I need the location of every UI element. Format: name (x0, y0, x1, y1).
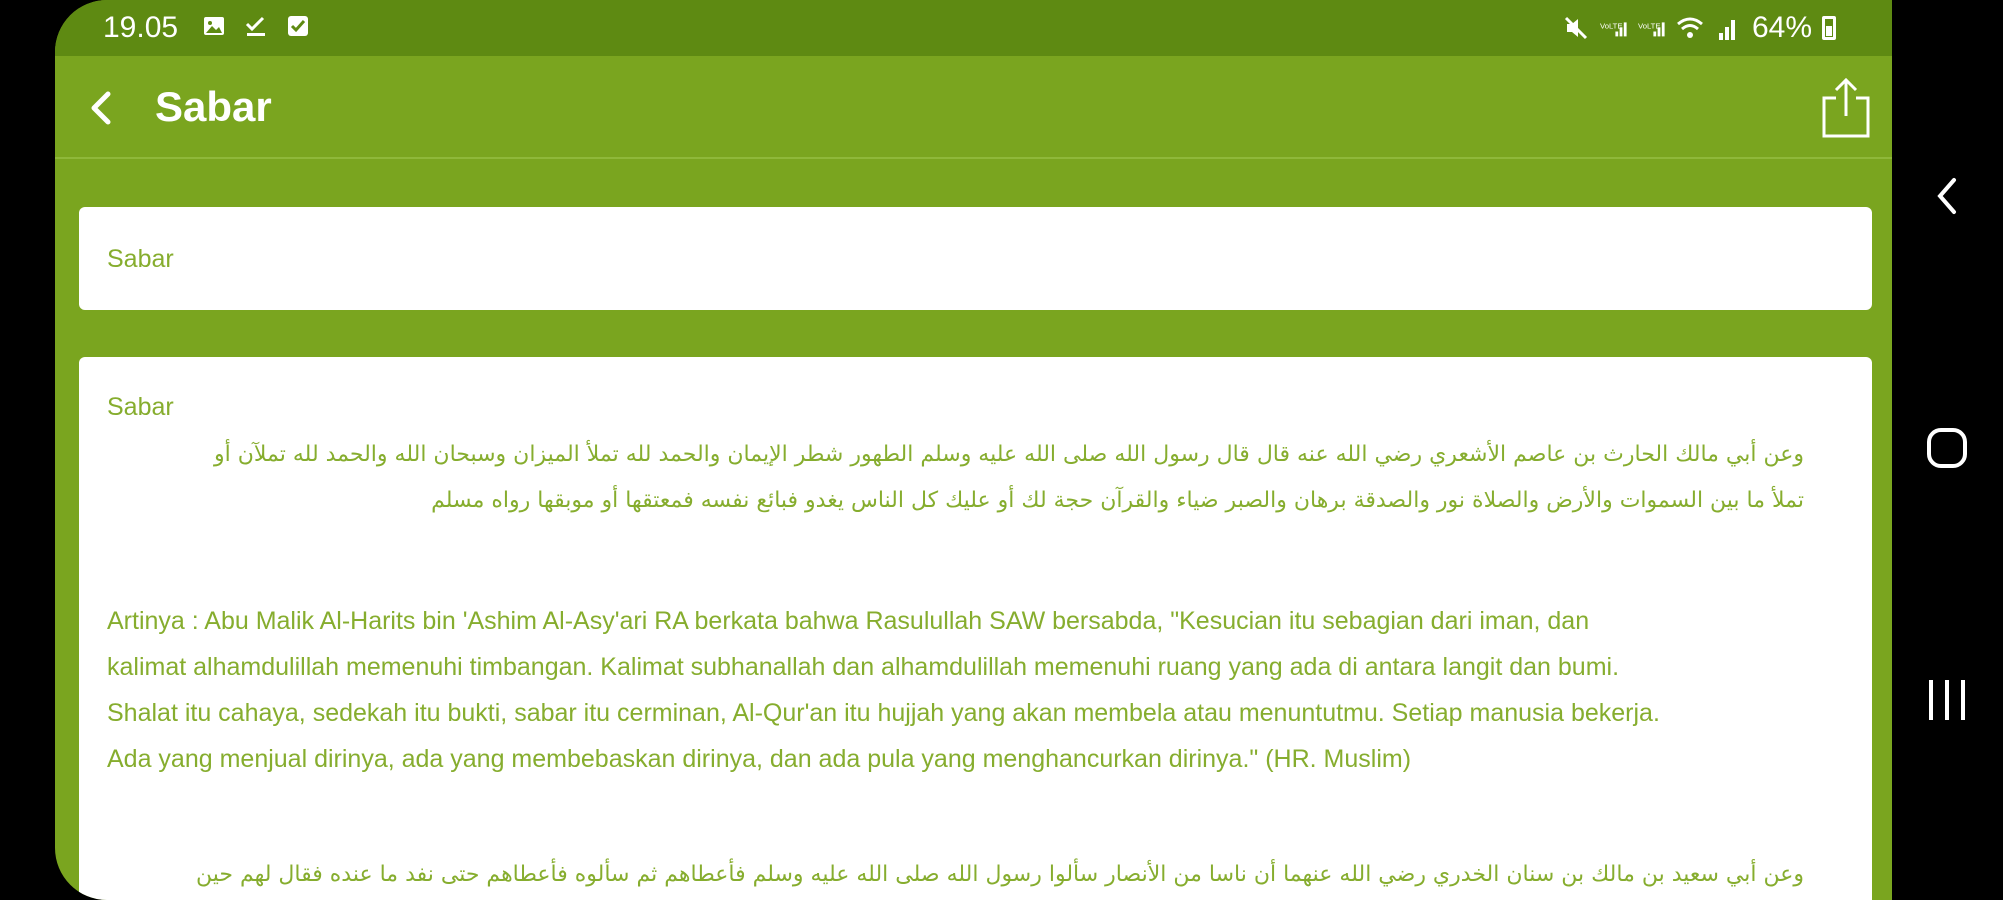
back-arrow-icon (86, 88, 116, 128)
battery-percent: 64% (1751, 11, 1812, 44)
status-time: 19.05 (103, 11, 179, 44)
translation-line: Artinya : Abu Malik Al-Harits bin 'Ashim Al-Asy'ari RA berkata bahwa Rasulullah SAW bersabda, "Kesucian itu sebagian dari iman, dan (107, 607, 1590, 635)
app-bar (55, 56, 1892, 159)
mute-icon (1562, 14, 1590, 42)
status-bar (55, 0, 1892, 56)
nav-home-icon (1925, 426, 1969, 470)
phone-screen (55, 0, 1892, 900)
svg-text:VoLTE: VoLTE (1637, 21, 1661, 31)
arabic-text-line: تملأ ما بين السموات والأرض والصلاة نور والصدقة برهان والصبر ضياء والقرآن حجة لك أو عليك كل الناس يغدو فبائع نفسه فمعتقها أو موبقها رواه مسلم (431, 488, 1804, 513)
wifi-icon (1676, 14, 1704, 42)
share-icon (1820, 76, 1872, 140)
nav-back-icon (1932, 174, 1962, 218)
arabic-text-line: وعن أبي سعيد بن مالك بن سنان الخدري رضي الله عنهما أن ناسا من الأنصار سألوا رسول الله صلى الله عليه وسلم فأعطاهم ثم سألوه فأعطاهم حتى نفد ما عنده فقال لهم حين (195, 862, 1804, 887)
title-card (79, 207, 1872, 310)
svg-text:VoLTE: VoLTE (1599, 21, 1623, 31)
nav-back-button[interactable] (1917, 166, 1977, 226)
signal-icon (1638, 14, 1666, 42)
translation-line: kalimat alhamdulillah memenuhi timbangan. Kalimat subhanallah dan alhamdulillah memenuhi ruang yang ada di antara langit dan bumi. (107, 653, 1620, 681)
battery-icon (1822, 16, 1836, 40)
arabic-text-line: وعن أبي مالك الحارث بن عاصم الأشعري رضي الله عنه قال قال رسول الله صلى الله عليه وسلم الطهور شطر الإيمان والحمد لله تملأ الميزان وسبحان الله والحمد لله تملآن أو (214, 442, 1804, 467)
checkbox-icon (284, 12, 312, 40)
title-card-text: Sabar (107, 245, 174, 273)
status-right-icons (1562, 11, 1836, 45)
signal-icon (1714, 14, 1742, 42)
nav-recents-icon (1925, 678, 1969, 722)
translation-line: Shalat itu cahaya, sedekah itu bukti, sabar itu cerminan, Al-Qur'an itu hujjah yang akan membela atau menuntutmu. Setiap manusia bekerja. (107, 699, 1660, 727)
signal-icon (1600, 14, 1628, 42)
nav-home-button[interactable] (1917, 418, 1977, 478)
back-button[interactable] (71, 78, 131, 138)
image-icon (200, 12, 228, 40)
content-card (79, 357, 1872, 900)
translation-line: Ada yang menjual dirinya, ada yang membebaskan dirinya, dan ada pula yang menghancurkan dirinya." (HR. Muslim) (107, 745, 1412, 773)
nav-recents-button[interactable] (1917, 670, 1977, 730)
check-icon (242, 12, 270, 40)
system-nav-bar (1892, 0, 2003, 900)
content-heading: Sabar (107, 393, 174, 421)
page-title: Sabar (155, 83, 272, 130)
share-button[interactable] (1816, 74, 1876, 142)
status-left-icons (200, 12, 312, 40)
